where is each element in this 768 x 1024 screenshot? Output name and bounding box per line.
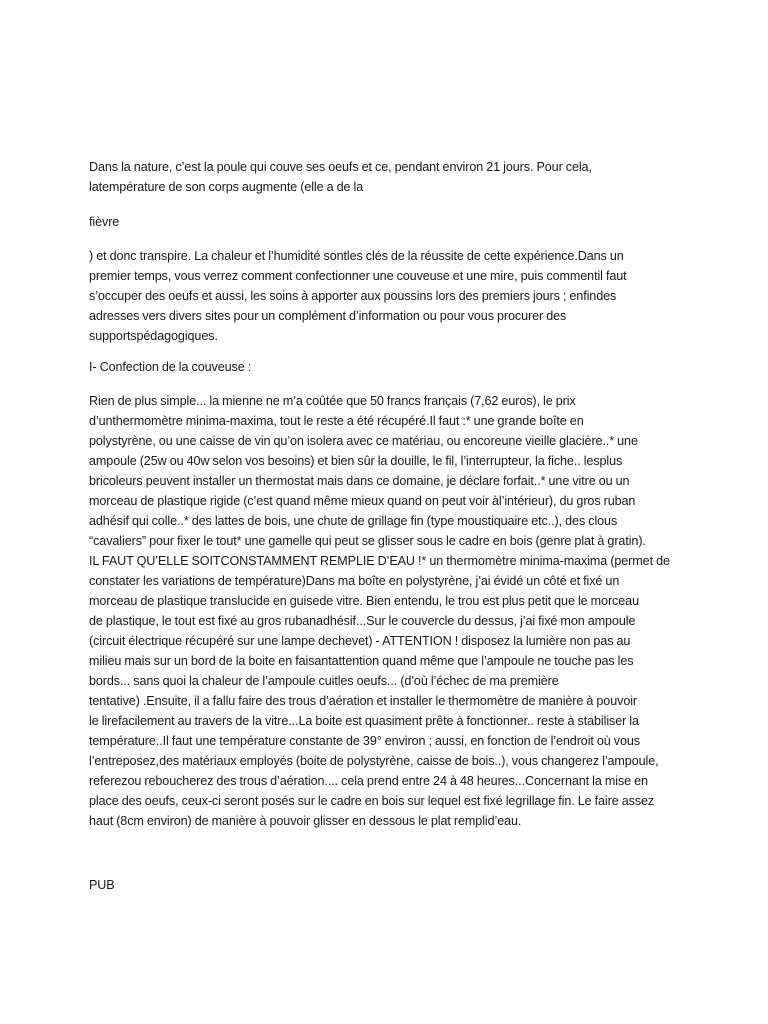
- intro-paragraph: [89, 157, 592, 197]
- text-line: referezou reboucherez des trous d’aération.... cela prend entre 24 à 48 heures...Concernant la mise en: [89, 774, 648, 788]
- body-paragraph: [89, 246, 627, 346]
- text-line: morceau de plastique rigide (c’est quand même mieux quand on peut voir àl’intérieur), du gros ruban: [89, 494, 636, 508]
- text-line: le lirefacilement au travers de la vitre...La boite est quasiment prête à fonctionner.. reste à stabiliser la: [89, 714, 639, 728]
- text-line: haut (8cm environ) de manière à pouvoir glisser en dessous le plat remplid’eau.: [89, 814, 522, 828]
- text-line: adresses vers divers sites pour un complément d’information ou pour vous procurer des: [89, 309, 567, 323]
- text-line: supportspédagogiques.: [89, 329, 218, 343]
- text-line: PUB: [89, 878, 115, 892]
- text-line: ampoule (25w ou 40w selon vos besoins) et bien sûr la douille, le fil, l’interrupteur, la fiche.. lesplus: [89, 454, 623, 468]
- text-line: milieu mais sur un bord de la boite en faisantattention quand même que l’ampoule ne touche pas les: [89, 654, 634, 668]
- text-line: l’entreposez,des matériaux employés (boite de polystyrène, caisse de bois..), vous changerez l’ampoule,: [89, 754, 659, 768]
- text-line: bords... sans quoi la chaleur de l’ampoule cuitles oeufs... (d’où l’échec de ma première: [89, 674, 559, 688]
- text-line: morceau de plastique translucide en guisede vitre. Bien entendu, le trou est plus petit que le morceau: [89, 594, 639, 608]
- text-line: place des oeufs, ceux-ci seront posés sur le cadre en bois sur lequel est fixé legrillage fin. Le faire assez: [89, 794, 655, 808]
- text-line: adhésif qui colle..* des lattes de bois, une chute de grillage fin (type moustiquaire etc..), des clous: [89, 514, 618, 528]
- section-paragraph: [89, 391, 670, 831]
- text-line: premier temps, vous verrez comment confectionner une couveuse et une mire, puis commentil faut: [89, 269, 627, 283]
- footer-label: [89, 875, 115, 895]
- text-line: tentative) .Ensuite, il a fallu faire des trous d’aération et installer le thermomètre de manière à pouvoir: [89, 694, 638, 708]
- text-line: Dans la nature, c’est la poule qui couve ses oeufs et ce, pendant environ 21 jours. Pour cela,: [89, 160, 592, 174]
- text-line: Rien de plus simple... la mienne ne m’a coûtée que 50 francs français (7,62 euros), le prix: [89, 394, 576, 408]
- section-heading: [89, 357, 251, 377]
- text-line: fièvre: [89, 215, 120, 229]
- text-line: latempérature de son corps augmente (elle a de la: [89, 180, 364, 194]
- text-line: constater les variations de température)Dans ma boîte en polystyrène, j’ai évidé un côté et fixé un: [89, 574, 620, 588]
- text-line: I- Confection de la couveuse :: [89, 360, 252, 374]
- text-line: (circuit électrique récupéré sur une lampe dechevet) - ATTENTION ! disposez la lumière non pas au: [89, 634, 631, 648]
- text-line: ) et donc transpire. La chaleur et l’humidité sontles clés de la réussite de cette expérience.Dans un: [89, 249, 624, 263]
- text-line: IL FAUT QU’ELLE SOITCONSTAMMENT REMPLIE D’EAU !* un thermomètre minima-maxima (permet de: [89, 554, 670, 568]
- text-line: s’occuper des oeufs et aussi, les soins à apporter aux poussins lors des premiers jours ; enfindes: [89, 289, 617, 303]
- text-line: polystyrène, ou une caisse de vin qu’on isolera avec ce matériau, ou encoreune vieille glacière..* une: [89, 434, 638, 448]
- fever-paragraph: [89, 212, 119, 232]
- text-line: de plastique, le tout est fixé au gros rubanadhésif...Sur le couvercle du dessus, j’ai fixé mon ampoule: [89, 614, 636, 628]
- text-line: d’unthermomètre minima-maxima, tout le reste a été récupéré.Il faut :* une grande boîte en: [89, 414, 584, 428]
- text-line: “cavaliers” pour fixer le tout* une gamelle qui peut se glisser sous le cadre en bois (genre plat à gratin).: [89, 534, 646, 548]
- text-line: bricoleurs peuvent installer un thermostat mais dans ce domaine, je déclare forfait..* une vitre ou un: [89, 474, 630, 488]
- text-line: température..Il faut une température constante de 39° environ ; aussi, en fonction de l’endroit où vous: [89, 734, 641, 748]
